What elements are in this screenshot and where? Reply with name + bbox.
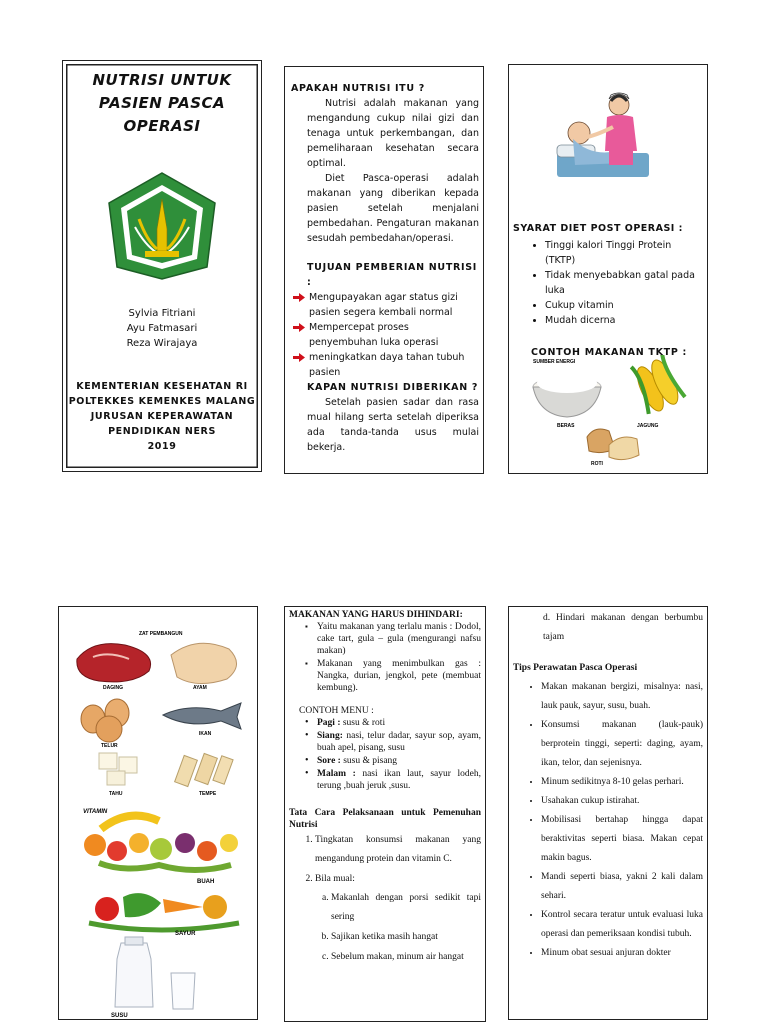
procedure-item: 1. Tingkatan konsumsi makanan yang mengandung protein dan vitamin C. bbox=[315, 831, 481, 869]
menu-time: Siang: bbox=[317, 731, 343, 741]
menu-text: nasi ikan laut, sayur lodeh, terung ,buah jeruk ,susu. bbox=[317, 769, 481, 791]
tip-item: • Konsumsi makanan (lauk-pauk) berprotein tinggi, seperti: daging, ayam, ikan, telor, dan sejenisnya. bbox=[541, 716, 703, 773]
vegetable-label: SAYUR bbox=[175, 931, 196, 937]
nausea-item-d: d. Hindari makanan dengan berbumbu tajam bbox=[543, 613, 703, 642]
post-op-diet-definition: Diet Pasca-operasi adalah makanan yang diberikan kepada pasien setelah menjalani pembedahan. Pengaturan makanan sesudah pembedahan/operasi. bbox=[307, 173, 479, 244]
institution-line: JURUSAN KEPERAWATAN bbox=[90, 411, 234, 422]
food-groups-illustration-icon bbox=[59, 607, 258, 1020]
avoid-heading: MAKANAN YANG HARUS DIHINDARI: bbox=[289, 610, 463, 620]
title-line: NUTRISI UNTUK bbox=[92, 71, 232, 89]
food-avoid-menu-panel bbox=[284, 606, 486, 1022]
milk-label: SUSU bbox=[111, 1013, 128, 1019]
menu-item bbox=[317, 717, 481, 729]
institution bbox=[67, 379, 257, 454]
red-arrow-icon bbox=[293, 323, 305, 332]
chicken-label: AYAM bbox=[193, 685, 207, 691]
energy-source-label: SUMBER ENERGI bbox=[533, 359, 576, 365]
tip-item: • Usahakan cukup istirahat. bbox=[541, 792, 703, 811]
rice-label: BERAS bbox=[557, 423, 575, 429]
menu-time: Sore : bbox=[317, 756, 341, 766]
poltekkes-logo-icon bbox=[103, 171, 221, 281]
author-name: Sylvia Fitriani bbox=[128, 308, 196, 319]
diet-requirements-heading: SYARAT DIET POST OPERASI : bbox=[513, 223, 683, 234]
requirement-item: • Tinggi kalori Tinggi Protein (TKTP) bbox=[545, 238, 703, 268]
tempe-label: TEMPE bbox=[199, 791, 217, 797]
menu-time: Malam : bbox=[317, 769, 356, 779]
nausea-item-d-text: Hindari makanan dengan berbumbu tajam bbox=[543, 613, 703, 642]
tips-list bbox=[513, 678, 703, 963]
requirement-item: • Mudah dicerna bbox=[545, 313, 703, 328]
author-name: Ayu Fatmasari bbox=[126, 323, 198, 334]
fish-label: IKAN bbox=[199, 731, 212, 737]
tktp-example-heading: CONTOH MAKANAN TKTP : bbox=[531, 347, 687, 358]
institution-line: PENDIDIKAN NERS bbox=[108, 426, 216, 437]
requirement-item: • Tidak menyebabkan gatal pada luka bbox=[545, 268, 703, 298]
goal-item bbox=[291, 350, 479, 380]
nausea-item: c. Sebelum makan, minum air hangat bbox=[331, 948, 481, 967]
nausea-list bbox=[315, 889, 481, 967]
nutrition-info-panel bbox=[284, 66, 484, 474]
cover-panel bbox=[62, 60, 262, 472]
nausea-item: a. Makanlah dengan porsi sedikit tapi sering bbox=[331, 889, 481, 927]
institution-line: KEMENTERIAN KESEHATAN RI bbox=[76, 381, 248, 392]
title-line: PASIEN PASCA bbox=[98, 94, 226, 112]
tip-item: • Makan makanan bergizi, misalnya: nasi, lauk pauk, sayur, susu, buah. bbox=[541, 678, 703, 716]
goal-text: meningkatkan daya tahan tubuh pasien bbox=[309, 352, 465, 378]
title-line: OPERASI bbox=[123, 117, 201, 135]
goal-text: Mempercepat proses penyembuhan luka operasi bbox=[309, 322, 439, 348]
menu-list bbox=[289, 717, 481, 792]
nurse-patient-illustration-icon bbox=[553, 87, 661, 185]
procedure-list bbox=[289, 831, 481, 967]
fruit-label: BUAH bbox=[197, 879, 215, 885]
avoid-item: ▪ Yaitu makanan yang terlalu manis : Dodol, cake tart, gula – gula (mengurangi nafsu makan) bbox=[317, 621, 481, 657]
tofu-label: TAHU bbox=[109, 791, 123, 797]
procedure-item bbox=[315, 870, 481, 967]
red-arrow-icon bbox=[293, 353, 305, 362]
avoid-item: ▪ Makanan yang menimbulkan gas : Nangka, durian, jengkol, pete (membuat kembung). bbox=[317, 658, 481, 694]
nutrition-definition: Nutrisi adalah makanan yang mengandung cukup nilai gizi dan tenaga untuk perkembangan, dan pemeliharaan kesehatan secara optimal. bbox=[307, 98, 479, 169]
red-arrow-icon bbox=[293, 293, 305, 302]
institution-line: POLTEKKES KEMENKES MALANG bbox=[68, 396, 256, 407]
menu-item bbox=[317, 768, 481, 792]
goal-item bbox=[291, 320, 479, 350]
when-text: Setelah pasien sadar dan rasa mual hilang serta setelah diperiksa ada tanda-tanda usus mulai bekerja. bbox=[307, 397, 479, 453]
goal-item bbox=[291, 290, 479, 320]
cover-title bbox=[63, 69, 261, 138]
tip-item: • Minum obat sesuai anjuran dokter bbox=[541, 944, 703, 963]
author-name: Reza Wirajaya bbox=[126, 338, 198, 349]
food-groups-panel bbox=[58, 606, 258, 1020]
tip-item: • Mandi seperti biasa, yakni 2 kali dalam sehari. bbox=[541, 868, 703, 906]
menu-time: Pagi : bbox=[317, 718, 341, 728]
diet-requirements-panel bbox=[508, 64, 708, 474]
protein-label: ZAT PEMBANGUN bbox=[139, 631, 183, 637]
goal-heading: TUJUAN PEMBERIAN NUTRISI : bbox=[307, 262, 478, 288]
menu-text: susu & pisang bbox=[340, 756, 398, 766]
care-tips-panel bbox=[508, 606, 708, 1020]
tips-heading: Tips Perawatan Pasca Operasi bbox=[513, 663, 638, 673]
when-heading: KAPAN NUTRISI DIBERIKAN ? bbox=[307, 382, 479, 393]
avoid-list bbox=[289, 621, 481, 694]
requirements-list bbox=[513, 238, 703, 328]
bread-label: ROTI bbox=[591, 461, 603, 467]
tip-item: • Minum sedikitnya 8-10 gelas perhari. bbox=[541, 773, 703, 792]
menu-item bbox=[317, 755, 481, 767]
tip-item: • Mobilisasi bertahap hingga dapat beraktivitas seperti biasa. Makan cepat makin bagus. bbox=[541, 811, 703, 868]
procedure-heading: Tata Cara Pelaksanaan untuk Pemenuhan Nutrisi bbox=[289, 808, 481, 830]
corn-label: JAGUNG bbox=[637, 423, 659, 429]
energy-food-illustration-icon bbox=[529, 355, 704, 470]
vitamin-label: VITAMIN bbox=[83, 809, 108, 815]
egg-label: TELUR bbox=[101, 743, 118, 749]
menu-item bbox=[317, 730, 481, 754]
nausea-item: b. Sajikan ketika masih hangat bbox=[331, 928, 481, 947]
tip-item: • Kontrol secara teratur untuk evaluasi luka operasi dan pemeriksaan kondisi tubuh. bbox=[541, 906, 703, 944]
menu-text: susu & roti bbox=[340, 718, 386, 728]
institution-line: 2019 bbox=[147, 441, 177, 452]
requirement-item: • Cukup vitamin bbox=[545, 298, 703, 313]
menu-text: nasi, telur dadar, sayur sop, ayam, buah apel, pisang, susu bbox=[317, 731, 481, 753]
authors bbox=[63, 306, 261, 351]
menu-heading: CONTOH MENU : bbox=[299, 706, 374, 716]
meat-label: DAGING bbox=[103, 685, 123, 691]
what-is-nutrition-heading: APAKAH NUTRISI ITU ? bbox=[291, 83, 425, 94]
procedure-text: Bila mual: bbox=[315, 874, 355, 884]
goal-text: Mengupayakan agar status gizi pasien segera kembali normal bbox=[309, 292, 458, 318]
